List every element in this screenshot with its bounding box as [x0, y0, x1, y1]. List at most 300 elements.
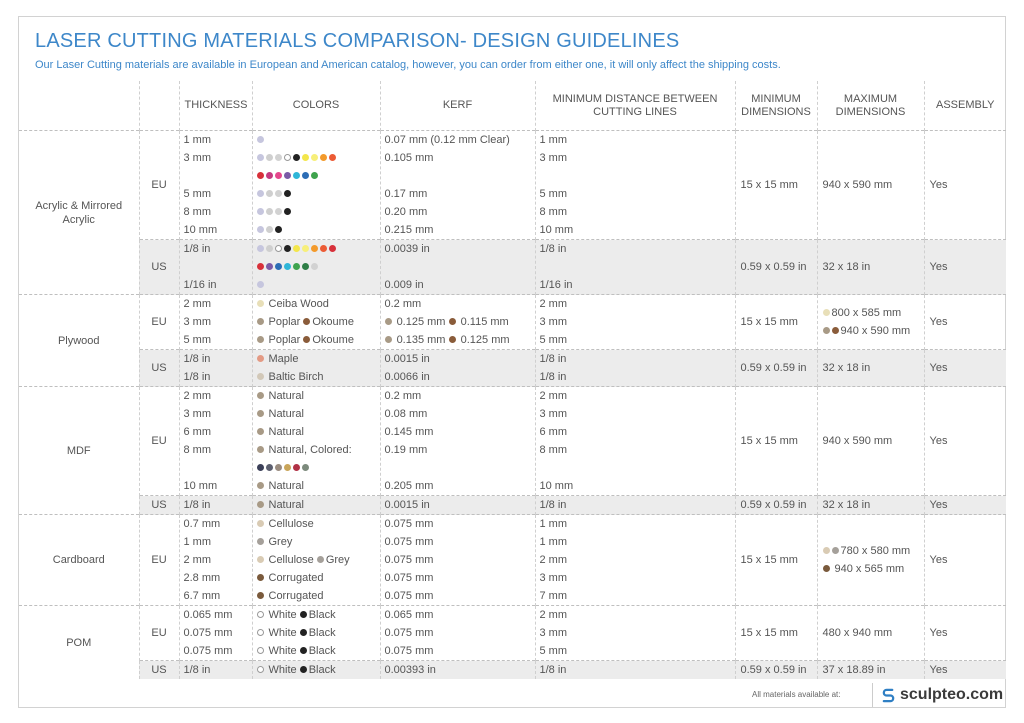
region-mdf-eu: EU [139, 387, 179, 496]
color-line [257, 533, 380, 551]
thickness-cardboard-eu [179, 515, 252, 606]
kerf-value: 0.00393 in [384, 664, 436, 676]
min-distance-cardboard-eu [535, 515, 735, 606]
swatch-row [257, 149, 380, 167]
color-swatch-black [300, 666, 307, 673]
color-label: Natural [268, 426, 304, 438]
color-line [257, 477, 380, 495]
color-swatch-okoume [303, 336, 310, 343]
region-acrylic-us: US [139, 240, 179, 295]
color-swatch-birch [257, 373, 264, 380]
color-swatch-white [257, 611, 264, 618]
color-swatch-lavender [257, 154, 264, 161]
swatch-row [257, 258, 380, 276]
color-swatch-crimson [293, 464, 300, 471]
color-swatch-ceiba [823, 309, 830, 316]
color-swatch-natural [257, 410, 264, 417]
color-swatch-light-grey [266, 190, 273, 197]
min-distance-value: 5 mm [539, 334, 567, 346]
color-label: White [268, 609, 297, 621]
color-line [257, 551, 380, 569]
swatch-row [257, 203, 380, 221]
thickness-value: 1/8 in [183, 664, 211, 676]
color-label: Ceiba Wood [268, 298, 329, 310]
color-swatch-white [257, 666, 264, 673]
color-label: Cellulose [268, 518, 314, 530]
min-distance-mdf-eu [535, 387, 735, 496]
max-dim-cardboard-eu [817, 515, 924, 606]
color-label: Black [308, 645, 336, 657]
kerf-value: 0.009 in [384, 279, 424, 291]
header-min-dimensions: MINIMUM DIMENSIONS [735, 81, 817, 131]
min-distance-value: 1/8 in [539, 499, 567, 511]
min-dim-pom-us: 0.59 x 0.59 in [735, 661, 817, 680]
header-colors: COLORS [252, 81, 380, 131]
color-label: Natural [268, 480, 304, 492]
thickness-value: 3 mm [183, 408, 211, 420]
color-swatch-natural [257, 428, 264, 435]
thickness-acrylic-us [179, 240, 252, 295]
color-swatch-natural [257, 482, 264, 489]
kerf-pom-us [380, 661, 535, 680]
color-swatch-okoume [449, 336, 456, 343]
min-dim-mdf-eu: 15 x 15 mm [735, 387, 817, 496]
color-swatch-poplar [385, 336, 392, 343]
color-swatch-lavender [257, 208, 264, 215]
table-row-pom-eu [19, 606, 1006, 661]
color-line [257, 496, 380, 514]
assembly-mdf-eu: Yes [924, 387, 1006, 496]
kerf-pom-eu [380, 606, 535, 661]
color-swatch-cyan [293, 172, 300, 179]
color-swatch-natural [257, 392, 264, 399]
page-title: LASER CUTTING MATERIALS COMPARISON- DESIGN GUIDELINES [35, 30, 680, 52]
swatch-row [257, 276, 380, 294]
color-line [257, 569, 380, 587]
color-swatch-taupe [275, 464, 282, 471]
max-dim-pom-us: 37 x 18.89 in [817, 661, 924, 680]
max-dim-acrylic-us: 32 x 18 in [817, 240, 924, 295]
min-distance-value: 1 mm [539, 536, 567, 548]
color-label: Baltic Birch [268, 371, 324, 383]
color-swatch-grey [832, 547, 839, 554]
thickness-value: 2 mm [183, 390, 211, 402]
color-swatch-purple [266, 263, 273, 270]
kerf-value: 0.075 mm [384, 554, 434, 566]
thickness-value: 5 mm [183, 188, 211, 200]
thickness-value: 1 mm [183, 536, 211, 548]
thickness-value: 1/8 in [183, 243, 211, 255]
max-dim-plywood-eu [817, 295, 924, 350]
colors-plywood-us [252, 350, 380, 387]
kerf-value: 0.135 mm [396, 334, 446, 346]
thickness-value: 8 mm [183, 206, 211, 218]
min-dim-mdf-us: 0.59 x 0.59 in [735, 496, 817, 515]
color-swatch-okoume [832, 327, 839, 334]
min-distance-pom-eu [535, 606, 735, 661]
color-swatch-red [329, 245, 336, 252]
color-swatch-natural [257, 446, 264, 453]
color-label: White [268, 664, 297, 676]
thickness-pom-us [179, 661, 252, 680]
kerf-value: 0.075 mm [384, 590, 434, 602]
assembly-plywood-us: Yes [924, 350, 1006, 387]
kerf-value: 0.075 mm [384, 627, 434, 639]
color-swatch-red [257, 263, 264, 270]
thickness-value: 1/16 in [183, 279, 217, 291]
assembly-acrylic-eu: Yes [924, 131, 1006, 240]
min-dim-plywood-us: 0.59 x 0.59 in [735, 350, 817, 387]
header-kerf: KERF [380, 81, 535, 131]
min-distance-value: 2 mm [539, 609, 567, 621]
color-swatch-silver [311, 263, 318, 270]
color-swatch-black [284, 245, 291, 252]
color-label: Corrugated [268, 572, 324, 584]
colors-acrylic-eu [252, 131, 380, 240]
color-line [257, 661, 380, 679]
color-line [257, 387, 380, 405]
min-distance-value: 2 mm [539, 554, 567, 566]
color-swatch-light-yellow [311, 154, 318, 161]
assembly-pom-eu: Yes [924, 606, 1006, 661]
kerf-mdf-eu [380, 387, 535, 496]
color-swatch-green [311, 172, 318, 179]
kerf-value: 0.105 mm [384, 152, 434, 164]
colors-cardboard-eu [252, 515, 380, 606]
table-row-acrylic-us [19, 240, 1006, 295]
assembly-mdf-us: Yes [924, 496, 1006, 515]
color-swatch-navy [257, 464, 264, 471]
assembly-cardboard-eu: Yes [924, 515, 1006, 606]
kerf-value: 0.17 mm [384, 188, 428, 200]
min-distance-value: 1/8 in [539, 664, 567, 676]
color-swatch-grey [257, 538, 264, 545]
material-pom: POM [19, 606, 139, 680]
region-plywood-us: US [139, 350, 179, 387]
assembly-plywood-eu: Yes [924, 295, 1006, 350]
min-distance-value: 2 mm [539, 390, 567, 402]
table-row-mdf-eu [19, 387, 1006, 496]
header-thickness: THICKNESS [179, 81, 252, 131]
color-swatch-okoume [449, 318, 456, 325]
color-swatch-blue [302, 172, 309, 179]
kerf-value: 0.125 mm [396, 316, 446, 328]
color-swatch-lavender [257, 136, 264, 143]
max-dim-line [823, 560, 924, 578]
color-swatch-purple [284, 172, 291, 179]
colors-acrylic-us [252, 240, 380, 295]
color-swatch-okoume [303, 318, 310, 325]
color-label: Black [308, 664, 336, 676]
color-label: Grey [325, 554, 350, 566]
min-distance-value: 7 mm [539, 590, 567, 602]
swatch-row [257, 240, 380, 258]
color-label: Poplar [268, 316, 301, 328]
min-distance-acrylic-us [535, 240, 735, 295]
min-distance-value: 6 mm [539, 426, 567, 438]
color-line [257, 313, 380, 331]
color-swatch-light-grey [266, 226, 273, 233]
region-mdf-us: US [139, 496, 179, 515]
min-dim-pom-eu: 15 x 15 mm [735, 606, 817, 661]
color-swatch-lavender [257, 226, 264, 233]
material-mdf: MDF [19, 387, 139, 515]
color-label: Okoume [312, 316, 354, 328]
kerf-value: 0.2 mm [384, 298, 422, 310]
color-line [257, 350, 380, 368]
color-swatch-light-grey [266, 208, 273, 215]
max-dim-pom-eu: 480 x 940 mm [817, 606, 924, 661]
kerf-value: 0.0015 in [384, 353, 430, 365]
header-blank-region [139, 81, 179, 131]
kerf-value: 0.075 mm [384, 572, 434, 584]
color-swatch-black [284, 190, 291, 197]
thickness-value: 1/8 in [183, 371, 211, 383]
color-swatch-black [300, 647, 307, 654]
table-row-cardboard-eu [19, 515, 1006, 606]
min-dim-cardboard-eu: 15 x 15 mm [735, 515, 817, 606]
region-pom-eu: EU [139, 606, 179, 661]
color-swatch-black [300, 629, 307, 636]
color-swatch-red-orange [320, 245, 327, 252]
color-swatch-lavender [257, 281, 264, 288]
swatch-row [257, 459, 380, 477]
color-line [257, 331, 380, 349]
color-label: White [268, 627, 297, 639]
thickness-value: 0.075 mm [183, 645, 233, 657]
color-swatch-black [300, 611, 307, 618]
max-dim-line [823, 322, 924, 340]
kerf-value: 0.07 mm (0.12 mm Clear) [384, 134, 510, 146]
kerf-acrylic-us [380, 240, 535, 295]
colors-plywood-eu [252, 295, 380, 350]
footer-note: All materials available at: [752, 690, 841, 699]
kerf-value: 0.065 mm [384, 609, 434, 621]
color-swatch-sage [302, 464, 309, 471]
color-swatch-pink [275, 172, 282, 179]
color-line [257, 642, 380, 660]
table-row-pom-us [19, 661, 1006, 680]
color-line [257, 295, 380, 313]
kerf-value: 0.075 mm [384, 518, 434, 530]
color-swatch-dark-green [302, 263, 309, 270]
kerf-value: 0.115 mm [460, 316, 509, 328]
min-distance-value: 8 mm [539, 206, 567, 218]
thickness-value: 2.8 mm [183, 572, 221, 584]
color-line [257, 423, 380, 441]
assembly-pom-us: Yes [924, 661, 1006, 680]
colors-pom-us [252, 661, 380, 680]
table-row-plywood-eu [19, 295, 1006, 350]
material-plywood: Plywood [19, 295, 139, 387]
kerf-value: 0.0015 in [384, 499, 430, 511]
color-line [257, 606, 380, 624]
color-swatch-clear [284, 154, 291, 161]
thickness-value: 0.075 mm [183, 627, 233, 639]
brand-name: sculpteo.com [900, 686, 1004, 703]
color-line [257, 368, 380, 386]
min-distance-value: 3 mm [539, 316, 567, 328]
color-swatch-magenta [266, 172, 273, 179]
material-cardboard: Cardboard [19, 515, 139, 606]
color-label: Poplar [268, 334, 301, 346]
table-row-mdf-us [19, 496, 1006, 515]
thickness-value: 1/8 in [183, 353, 211, 365]
colors-pom-eu [252, 606, 380, 661]
color-label: Black [308, 627, 336, 639]
color-swatch-corrugated [257, 574, 264, 581]
sculpteo-logo[interactable] [872, 683, 1006, 707]
header-min-distance: MINIMUM DISTANCE BETWEEN CUTTING LINES [535, 81, 735, 131]
kerf-plywood-us [380, 350, 535, 387]
kerf-value: 0.0039 in [384, 243, 430, 255]
min-distance-value: 5 mm [539, 188, 567, 200]
min-distance-value: 3 mm [539, 627, 567, 639]
min-dim-acrylic-us: 0.59 x 0.59 in [735, 240, 817, 295]
thickness-value: 10 mm [183, 480, 218, 492]
region-acrylic-eu: EU [139, 131, 179, 240]
min-dim-acrylic-eu: 15 x 15 mm [735, 131, 817, 240]
min-distance-value: 1/8 in [539, 371, 567, 383]
color-swatch-poplar [385, 318, 392, 325]
color-label: White [268, 645, 297, 657]
color-swatch-yellow [302, 154, 309, 161]
color-label: Natural [268, 390, 304, 402]
max-dim-value: 780 x 580 mm [840, 545, 911, 557]
thickness-value: 3 mm [183, 316, 211, 328]
kerf-cardboard-eu [380, 515, 535, 606]
color-line [257, 515, 380, 533]
color-label: Natural [268, 408, 304, 420]
color-swatch-black [293, 154, 300, 161]
min-distance-value: 1/8 in [539, 353, 567, 365]
max-dim-acrylic-eu: 940 x 590 mm [817, 131, 924, 240]
min-distance-value: 10 mm [539, 480, 574, 492]
thickness-value: 2 mm [183, 298, 211, 310]
header-blank-material [19, 81, 139, 131]
color-label: Natural, Colored: [268, 444, 352, 456]
color-swatch-cellulose [823, 547, 830, 554]
color-swatch-orange [311, 245, 318, 252]
min-distance-plywood-us [535, 350, 735, 387]
color-label: Grey [268, 536, 293, 548]
materials-table [19, 81, 1006, 679]
kerf-value: 0.2 mm [384, 390, 422, 402]
thickness-pom-eu [179, 606, 252, 661]
color-label: Okoume [312, 334, 354, 346]
color-swatch-natural [257, 501, 264, 508]
max-dim-value: 800 x 585 mm [831, 307, 902, 319]
color-label: Natural [268, 499, 304, 511]
min-distance-value: 1/16 in [539, 279, 573, 291]
min-distance-value: 8 mm [539, 444, 567, 456]
color-line [257, 624, 380, 642]
header-assembly: ASSEMBLY [924, 81, 1006, 131]
page-subtitle: Our Laser Cutting materials are available in European and American catalog, however, you can order from either one, it will only affect the shipping costs. [35, 59, 781, 71]
swatch-row [257, 221, 380, 239]
thickness-value: 0.065 mm [183, 609, 233, 621]
kerf-value: 0.0066 in [384, 371, 430, 383]
kerf-value: 0.205 mm [384, 480, 434, 492]
min-dim-plywood-eu: 15 x 15 mm [735, 295, 817, 350]
thickness-value: 6 mm [183, 426, 211, 438]
color-swatch-silver [275, 154, 282, 161]
min-distance-acrylic-eu [535, 131, 735, 240]
color-swatch-poplar [257, 318, 264, 325]
color-swatch-white [257, 647, 264, 654]
thickness-value: 10 mm [183, 224, 218, 236]
kerf-value: 0.215 mm [384, 224, 434, 236]
thickness-value: 6.7 mm [183, 590, 221, 602]
swatch-row [257, 185, 380, 203]
assembly-acrylic-us: Yes [924, 240, 1006, 295]
region-plywood-eu: EU [139, 295, 179, 350]
color-swatch-maple [257, 355, 264, 362]
region-pom-us: US [139, 661, 179, 680]
thickness-plywood-us [179, 350, 252, 387]
header-max-dimensions: MAXIMUM DIMENSIONS [817, 81, 924, 131]
thickness-value: 8 mm [183, 444, 211, 456]
max-dim-line [823, 542, 924, 560]
color-swatch-lavender [257, 190, 264, 197]
max-dim-mdf-eu: 940 x 590 mm [817, 387, 924, 496]
thickness-plywood-eu [179, 295, 252, 350]
kerf-value: 0.145 mm [384, 426, 434, 438]
color-swatch-poplar [257, 336, 264, 343]
color-swatch-lavender [257, 245, 264, 252]
color-line [257, 587, 380, 605]
color-swatch-red [257, 172, 264, 179]
kerf-value: 0.075 mm [384, 645, 434, 657]
min-distance-value: 1 mm [539, 518, 567, 530]
swatch-row [257, 131, 380, 149]
kerf-value: 0.125 mm [460, 334, 510, 346]
color-swatch-cellulose [257, 520, 264, 527]
kerf-value: 0.20 mm [384, 206, 428, 218]
min-distance-value: 1/8 in [539, 243, 567, 255]
color-swatch-blue [275, 263, 282, 270]
table-row-acrylic-eu [19, 131, 1006, 240]
table-row-plywood-us [19, 350, 1006, 387]
thickness-value: 0.7 mm [183, 518, 221, 530]
color-swatch-light-grey [266, 154, 273, 161]
thickness-value: 3 mm [183, 152, 211, 164]
kerf-line [385, 331, 535, 349]
color-swatch-yellow [293, 245, 300, 252]
color-swatch-green [293, 263, 300, 270]
kerf-plywood-eu [380, 295, 535, 350]
min-distance-value: 5 mm [539, 645, 567, 657]
kerf-value: 0.075 mm [384, 536, 434, 548]
thickness-value: 1 mm [183, 134, 211, 146]
color-swatch-ceiba [257, 300, 264, 307]
max-dim-value: 940 x 590 mm [840, 325, 911, 337]
material-acrylic: Acrylic & Mirrored Acrylic [19, 131, 139, 295]
kerf-acrylic-eu [380, 131, 535, 240]
min-distance-value: 2 mm [539, 298, 567, 310]
thickness-value: 1/8 in [183, 499, 211, 511]
region-cardboard-eu: EU [139, 515, 179, 606]
color-swatch-black [275, 226, 282, 233]
color-swatch-orange [320, 154, 327, 161]
colors-mdf-eu [252, 387, 380, 496]
min-distance-value: 3 mm [539, 572, 567, 584]
thickness-value: 5 mm [183, 334, 211, 346]
color-swatch-grey [317, 556, 324, 563]
thickness-value: 2 mm [183, 554, 211, 566]
kerf-value: 0.19 mm [384, 444, 428, 456]
min-distance-value: 1 mm [539, 134, 567, 146]
